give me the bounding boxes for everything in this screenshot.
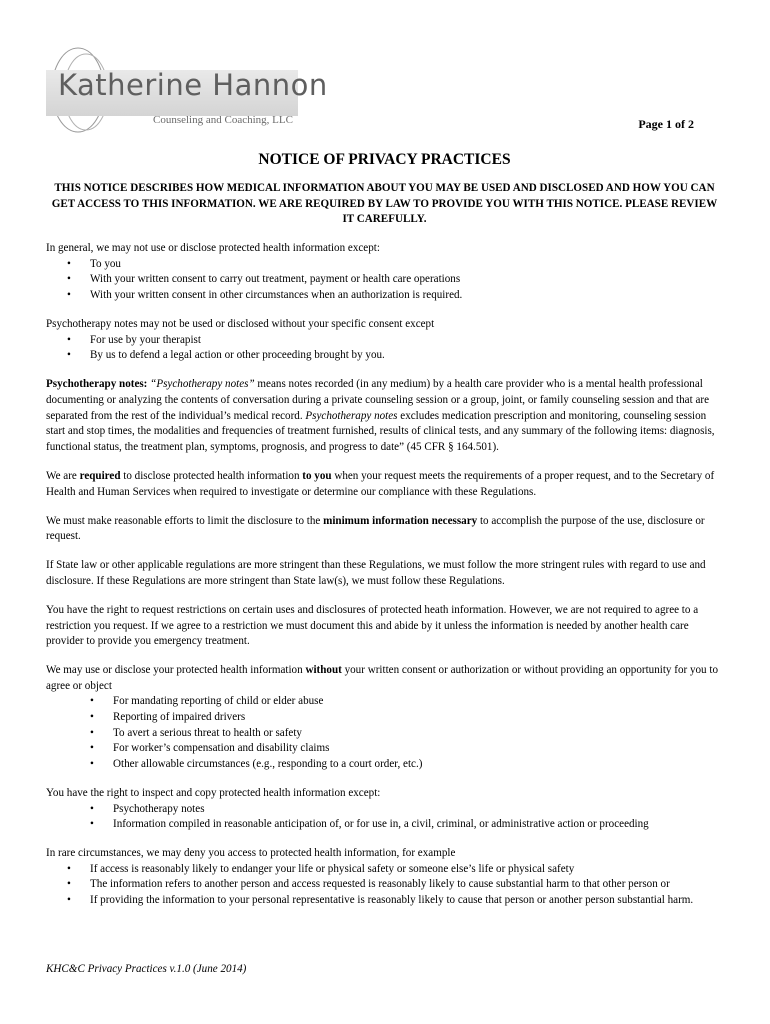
list-item: • With your written consent in other circumstances when an authorization is required. — [46, 288, 723, 304]
logo-subtitle: Counseling and Coaching, LLC — [153, 114, 293, 126]
minimum-paragraph — [46, 514, 723, 545]
inspect-list — [46, 802, 723, 833]
deny-list — [46, 862, 723, 909]
required-paragraph — [46, 469, 723, 500]
text: when your request meets the requirements of a proper request, and to the Secretary of Health and Human Services when required to investigate or determine our compliance with these Regulations. — [46, 469, 715, 498]
page-footer: KHC&C Privacy Practices v.1.0 (June 2014) — [46, 963, 247, 975]
list-item: • With your written consent to carry out treatment, payment or health care operations — [46, 272, 723, 288]
notice-statement: THIS NOTICE DESCRIBES HOW MEDICAL INFORMATION ABOUT YOU MAY BE USED AND DISCLOSED AND HOW YOU CAN GET ACCESS TO THIS INFORMATION. WE ARE REQUIRED BY LAW TO PROVIDE YOU WITH THIS NOTICE. PLEASE REVIEW IT CAREFULLY. — [51, 182, 718, 226]
deny-intro: In rare circumstances, we may deny you access to protected health information, for example — [46, 847, 456, 860]
list-item: • For worker’s compensation and disability claims — [46, 741, 723, 757]
list-item: • Reporting of impaired drivers — [46, 710, 723, 726]
list-item: • For mandating reporting of child or elder abuse — [46, 694, 723, 710]
bold-text: without — [305, 664, 342, 677]
psych-text: means notes recorded (in any medium) by a health care provider who is a mental health professional documenting or analyzing the contents of conversation during a private counseling session or a group, joint, or family counseling session and that are separated from the rest of the individual’s medical record. — [46, 378, 709, 422]
list-item: • To you — [46, 257, 723, 273]
logo-name: Katherine Hannon — [58, 68, 328, 102]
text: to disclose protected health information — [120, 469, 303, 482]
text: your written consent or authorization or without providing an opportunity for you to agree or object — [46, 664, 719, 692]
psych-definition — [46, 377, 723, 455]
document-body — [46, 150, 723, 909]
general-list — [46, 257, 723, 304]
text: We may use or disclose your protected health information — [46, 664, 306, 677]
psych-label: Psychotherapy notes: — [46, 378, 148, 391]
list-item: • If access is reasonably likely to endanger your life or physical safety or someone else’s life or physical safety — [46, 862, 723, 878]
psych-list — [46, 333, 723, 364]
list-item: • Psychotherapy notes — [46, 802, 723, 818]
bold-text: to you — [302, 469, 332, 482]
list-item: • For use by your therapist — [46, 333, 723, 349]
state-law-paragraph: If State law or other applicable regulations are more stringent than these Regulations, we must follow the more stringent rules with regard to use and disclosure. If these Regulations are more stringent than State law(s), we must follow these Regulations. — [46, 559, 706, 587]
general-intro: In general, we may not use or disclose protected health information except: — [46, 242, 380, 255]
restrictions-paragraph: You have the right to request restrictions on certain uses and disclosures of protected heath information. However, we are not required to agree to a restriction you request. If we agree to a restriction we must document this and abide by it unless the information is needed by another health care provider to provide you emergency treatment. — [46, 603, 699, 648]
psych-quote: “Psychotherapy notes” — [150, 378, 255, 391]
psych-intro: Psychotherapy notes may not be used or disclosed without your specific consent except — [46, 318, 435, 331]
list-item: • Other allowable circumstances (e.g., responding to a court order, etc.) — [46, 757, 723, 773]
company-logo — [38, 40, 328, 135]
bold-text: minimum information necessary — [323, 514, 478, 527]
inspect-intro: You have the right to inspect and copy protected health information except: — [46, 786, 381, 799]
list-item: • By us to defend a legal action or other proceeding brought by you. — [46, 348, 723, 364]
without-list — [46, 694, 723, 772]
bold-text: required — [79, 469, 121, 482]
text: We must make reasonable efforts to limit the disclosure to the — [46, 514, 324, 527]
document-title: NOTICE OF PRIVACY PRACTICES — [258, 151, 511, 168]
list-item: • If providing the information to your personal representative is reasonably likely to cause that person or another person substantial harm. — [46, 893, 723, 909]
psych-italic: Psychotherapy notes — [305, 409, 398, 422]
without-paragraph — [46, 663, 723, 694]
text: to accomplish the purpose of the use, disclosure or request. — [46, 514, 705, 543]
list-item: • The information refers to another person and access requested is reasonably likely to cause substantial harm to that other person or — [46, 877, 723, 893]
psych-text-2: excludes medication prescription and monitoring, counseling session start and stop times, the modalities and frequencies of treatment furnished, results of clinical tests, and any summary of the following items: diagnosis, functional status, the treatment plan, symptoms, prognosis, and progress to date” (45 CFR § 164.501). — [46, 409, 715, 453]
list-item: • Information compiled in reasonable anticipation of, or for use in, a civil, criminal, or administrative action or proceeding — [46, 817, 723, 833]
text: We are — [46, 469, 80, 482]
page-number: Page 1 of 2 — [638, 117, 694, 131]
list-item: • To avert a serious threat to health or safety — [46, 726, 723, 742]
